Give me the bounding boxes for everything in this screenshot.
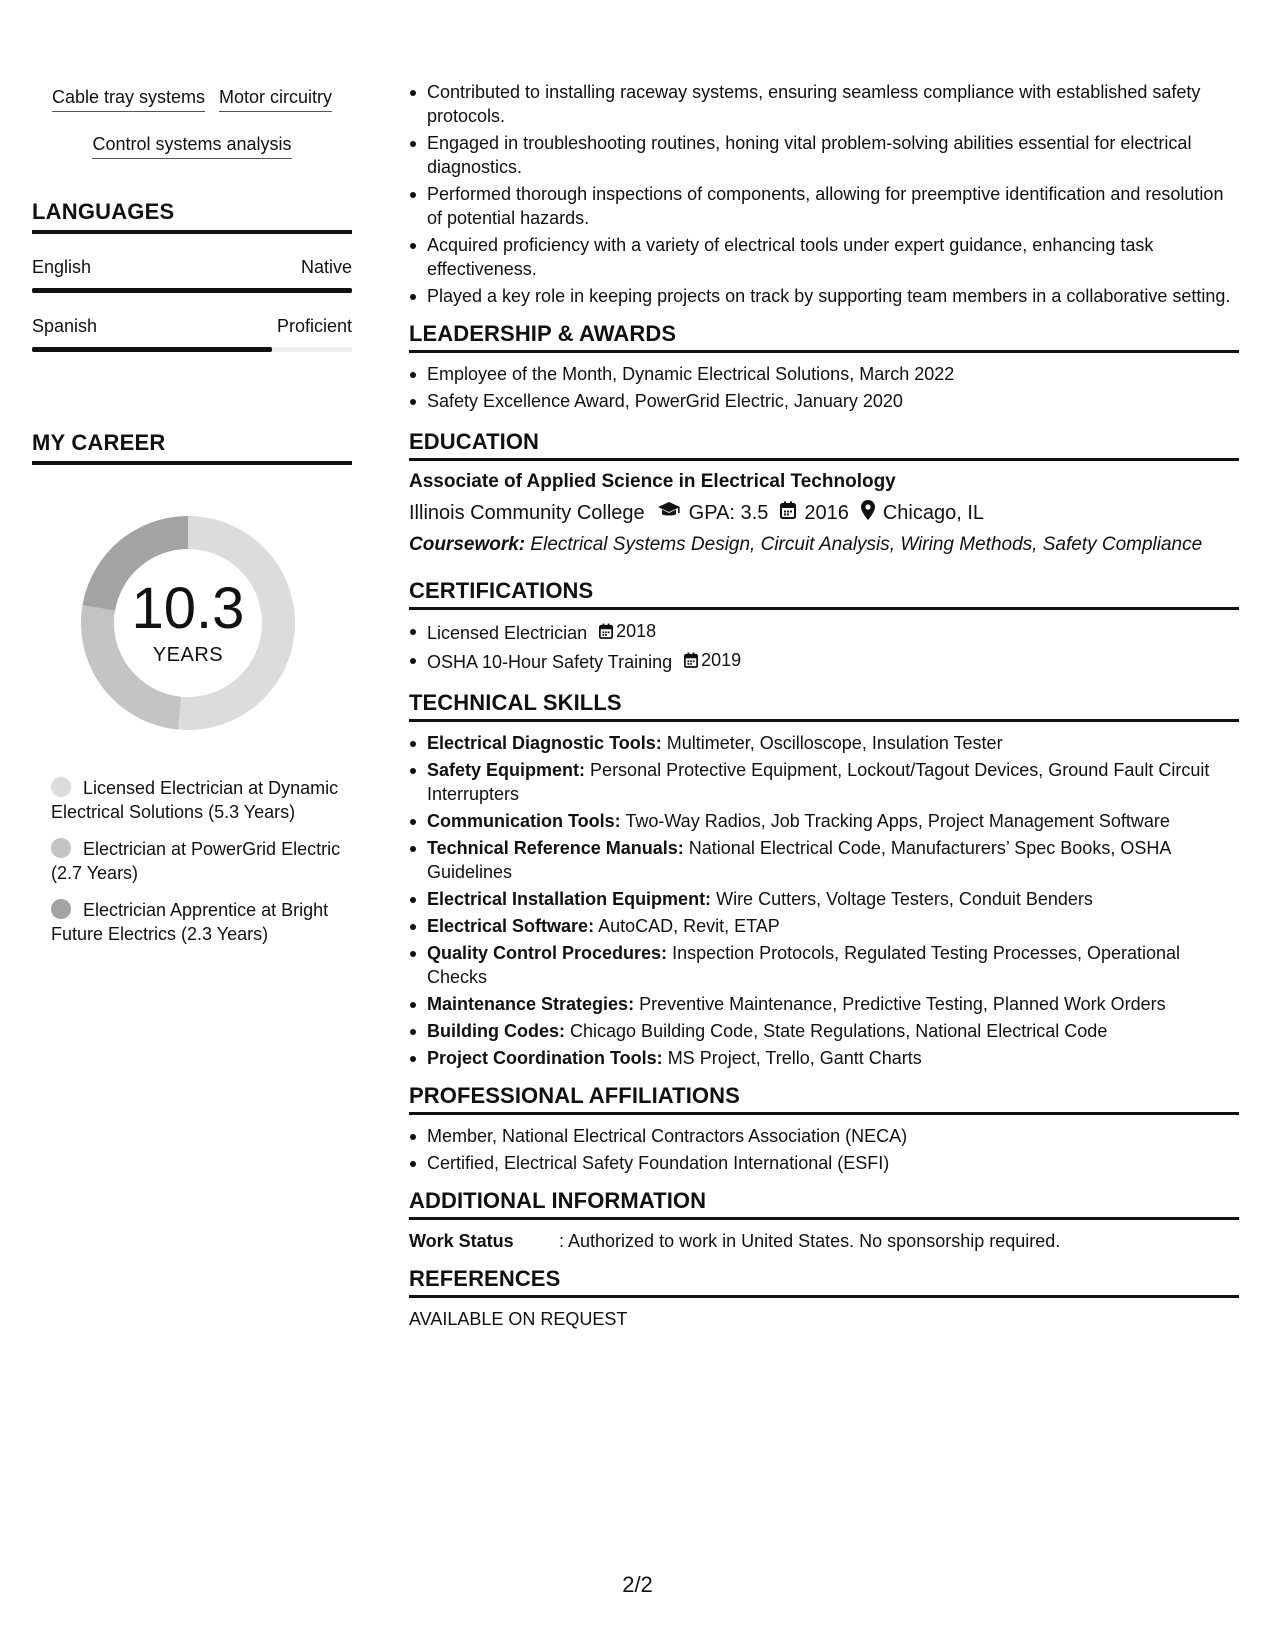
career-total-years: 10.3: [131, 575, 245, 641]
skill-item: [409, 941, 1239, 989]
experience-bullet: Played a key role in keeping projects on track by supporting team members in a collaborative setting.: [409, 284, 1239, 308]
skills-title: TECHNICAL SKILLS: [409, 691, 1239, 722]
skill-item: [409, 992, 1239, 1016]
experience-bullet: Engaged in troubleshooting routines, honing vital problem-solving abilities essential for electrical diagnostics.: [409, 131, 1239, 179]
career-legend-label: Electrician at PowerGrid Electric (2.7 Years): [51, 839, 341, 883]
skill-label: Electrical Software:: [427, 916, 595, 936]
language-item: [32, 256, 352, 293]
career-legend: [51, 776, 341, 946]
career-section: [32, 430, 352, 946]
graduation-cap-icon: [657, 501, 681, 525]
skill-item: [409, 836, 1239, 884]
additional-info-title: ADDITIONAL INFORMATION: [409, 1189, 1239, 1220]
skill-label: Maintenance Strategies:: [427, 994, 635, 1014]
skill-value: Inspection Protocols, Regulated Testing Processes, Operational Checks: [427, 943, 1181, 987]
education-title: EDUCATION: [409, 430, 1239, 461]
career-title: MY CAREER: [32, 430, 352, 465]
skill-label: Project Coordination Tools:: [427, 1048, 663, 1068]
skill-label: Communication Tools:: [427, 811, 621, 831]
award-item: Employee of the Month, Dynamic Electrical Solutions, March 2022: [409, 362, 1239, 386]
references-text: AVAILABLE ON REQUEST: [409, 1309, 628, 1329]
language-bar: [32, 288, 352, 293]
skill-tag: Cable tray systems: [52, 84, 205, 112]
school-location: Chicago, IL: [882, 502, 984, 524]
work-status-label: Work Status: [409, 1231, 514, 1251]
leadership-title: LEADERSHIP & AWARDS: [409, 322, 1239, 353]
calendar-icon: [599, 623, 613, 639]
skill-label: Safety Equipment:: [427, 760, 586, 780]
skill-value: Wire Cutters, Voltage Testers, Conduit Benders: [716, 889, 1093, 909]
skill-item: [409, 1046, 1239, 1070]
language-level: Native: [300, 257, 352, 277]
skill-label: Quality Control Procedures:: [427, 943, 668, 963]
legend-dot-icon: [51, 777, 71, 797]
education-details: [409, 500, 1239, 526]
skill-value: Personal Protective Equipment, Lockout/Tagout Devices, Ground Fault Circuit Interrupters: [427, 760, 1210, 804]
calendar-icon: [780, 501, 796, 525]
career-unit: YEARS: [152, 643, 224, 666]
skill-value: Multimeter, Oscilloscope, Insulation Tester: [666, 733, 1003, 753]
graduation-year: 2016: [804, 502, 849, 524]
skill-value: Chicago Building Code, State Regulations, National Electrical Code: [570, 1021, 1108, 1041]
certification-name: OSHA 10-Hour Safety Training: [427, 652, 673, 672]
affiliations-title: PROFESSIONAL AFFILIATIONS: [409, 1084, 1239, 1115]
skill-tags: [32, 84, 352, 178]
skill-tag: Control systems analysis: [92, 131, 291, 159]
skills-list: [409, 731, 1239, 1070]
experience-bullet: Performed thorough inspections of components, allowing for preemptive identification and resolution of potential hazards.: [409, 182, 1239, 230]
language-item: [32, 315, 352, 352]
skill-item: [409, 887, 1239, 911]
degree-name: Associate of Applied Science in Electrical Technology: [409, 471, 896, 492]
language-name: English: [32, 257, 92, 277]
coursework-label: Coursework:: [409, 534, 526, 555]
career-legend-item: [51, 776, 341, 824]
career-donut-chart: [68, 503, 308, 743]
coursework: [409, 533, 1239, 557]
certifications-list: [409, 619, 1239, 674]
certification-year: 2018: [616, 621, 657, 641]
experience-bullet: Acquired proficiency with a variety of electrical tools under expert guidance, enhancing task effectiveness.: [409, 233, 1239, 281]
skill-value: MS Project, Trello, Gantt Charts: [667, 1048, 922, 1068]
experience-bullets: [409, 80, 1239, 308]
language-level: Proficient: [276, 316, 352, 336]
skill-item: [409, 1019, 1239, 1043]
skill-value: Two-Way Radios, Job Tracking Apps, Project Management Software: [625, 811, 1170, 831]
skill-item: [409, 758, 1239, 806]
language-bar-fill: [32, 347, 272, 352]
languages-title: LANGUAGES: [32, 199, 352, 234]
career-legend-item: [51, 837, 341, 885]
skill-value: Preventive Maintenance, Predictive Testing, Planned Work Orders: [639, 994, 1166, 1014]
affiliations-list: [409, 1124, 1239, 1175]
skill-tag: Motor circuitry: [219, 84, 332, 112]
skill-value: AutoCAD, Revit, ETAP: [598, 916, 780, 936]
experience-bullet: Contributed to installing raceway systems, ensuring seamless compliance with established safety protocols.: [409, 80, 1239, 128]
gpa: GPA: 3.5: [688, 502, 769, 524]
languages-section: [32, 199, 352, 352]
location-pin-icon: [861, 500, 875, 526]
skill-label: Building Codes:: [427, 1021, 565, 1041]
work-status: [409, 1229, 1239, 1253]
left-column: [32, 84, 352, 959]
skill-label: Electrical Installation Equipment:: [427, 889, 712, 909]
certification-item: [409, 619, 1239, 645]
references-title: REFERENCES: [409, 1267, 1239, 1298]
page-number: 2/2: [622, 1572, 653, 1597]
skill-item: [409, 914, 1239, 938]
certification-year: 2019: [701, 650, 742, 670]
coursework-list: Electrical Systems Design, Circuit Analysis, Wiring Methods, Safety Compliance: [530, 534, 1203, 555]
skill-item: [409, 731, 1239, 755]
affiliation-item: Member, National Electrical Contractors Association (NECA): [409, 1124, 1239, 1148]
affiliation-item: Certified, Electrical Safety Foundation International (ESFI): [409, 1151, 1239, 1175]
skill-label: Electrical Diagnostic Tools:: [427, 733, 662, 753]
right-column: [409, 80, 1239, 1331]
language-bar-fill: [32, 288, 352, 293]
legend-dot-icon: [51, 838, 71, 858]
skill-label: Technical Reference Manuals:: [427, 838, 684, 858]
leadership-list: [409, 362, 1239, 413]
career-legend-item: [51, 898, 341, 946]
calendar-icon: [684, 652, 698, 668]
award-item: Safety Excellence Award, PowerGrid Electric, January 2020: [409, 389, 1239, 413]
certifications-title: CERTIFICATIONS: [409, 579, 1239, 610]
skill-item: [409, 809, 1239, 833]
legend-dot-icon: [51, 899, 71, 919]
work-status-value: : Authorized to work in United States. No sponsorship required.: [559, 1231, 1061, 1251]
language-bar: [32, 347, 352, 352]
language-name: Spanish: [32, 316, 98, 336]
school-name: Illinois Community College: [409, 502, 645, 524]
career-legend-label: Licensed Electrician at Dynamic Electrical Solutions (5.3 Years): [51, 778, 339, 822]
certification-item: [409, 648, 1239, 674]
career-legend-label: Electrician Apprentice at Bright Future Electrics (2.3 Years): [51, 900, 329, 944]
skill-value: National Electrical Code, Manufacturers’ Spec Books, OSHA Guidelines: [427, 838, 1171, 882]
certification-name: Licensed Electrician: [427, 623, 588, 643]
